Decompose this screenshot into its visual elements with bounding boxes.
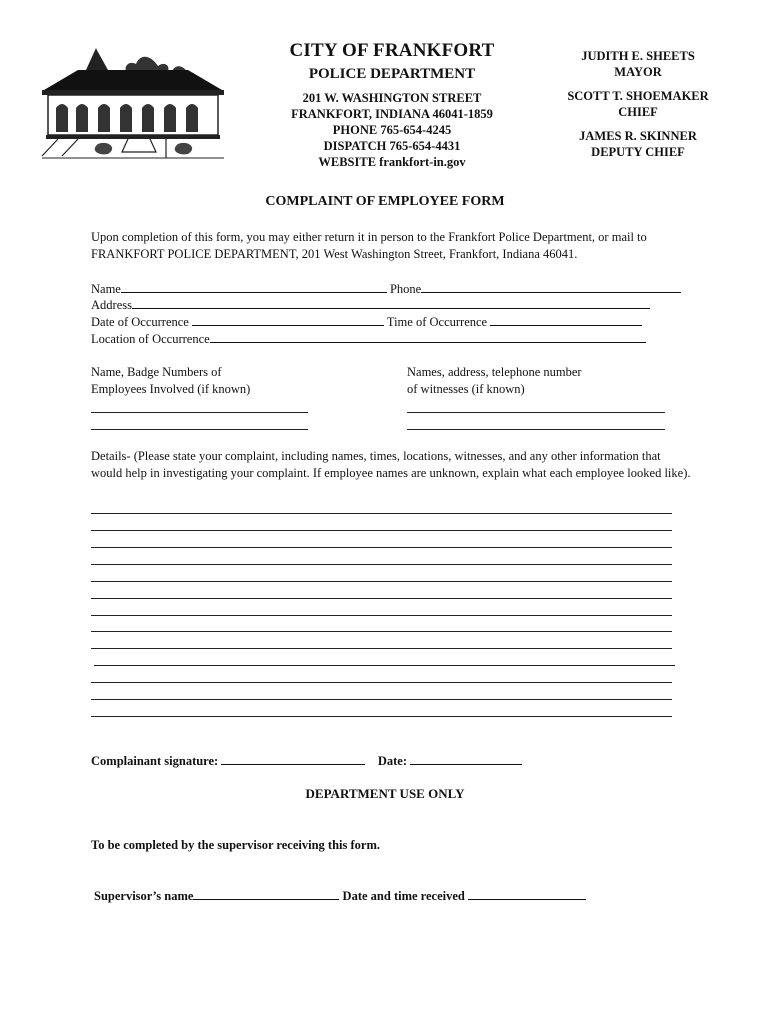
witnesses-label-line-1: Names, address, telephone number <box>407 365 582 379</box>
details-instructions: Details- (Please state your complaint, including names, times, locations, witnesses, and any other information that would help in investigating your complaint. If employee names are unknown, explain what each employee looked like). <box>91 449 691 480</box>
official-chief <box>548 88 728 120</box>
details-line[interactable] <box>91 598 672 599</box>
address-field[interactable] <box>132 296 650 309</box>
date-time-received-field[interactable] <box>468 887 586 900</box>
form-title: COMPLAINT OF EMPLOYEE FORM <box>265 194 505 209</box>
details-line[interactable] <box>91 699 672 700</box>
details-line[interactable] <box>91 716 672 717</box>
details-line[interactable] <box>91 564 672 565</box>
details-line[interactable] <box>94 665 675 666</box>
officials-list <box>548 48 728 168</box>
signature-label: Complainant signature: <box>91 754 219 768</box>
employees-label-line-2: Employees Involved (if known) <box>91 382 251 396</box>
dispatch-number: DISPATCH 765-654-4431 <box>323 139 461 153</box>
date-time-row <box>91 313 642 331</box>
name-label: Name <box>91 282 121 296</box>
name-field[interactable] <box>121 280 387 293</box>
employees-label <box>91 364 250 398</box>
official-title: MAYOR <box>614 65 662 79</box>
phone-number: PHONE 765-654-4245 <box>332 123 452 137</box>
city-hall-logo <box>38 44 228 162</box>
witnesses-field-line[interactable] <box>407 412 665 413</box>
address-row <box>91 296 650 314</box>
time-occurrence-field[interactable] <box>490 313 642 326</box>
location-field[interactable] <box>210 330 646 343</box>
location-label: Location of Occurrence <box>91 332 210 346</box>
date-occurrence-label: Date of Occurrence <box>91 315 189 329</box>
supervisor-name-label: Supervisor’s name <box>94 889 194 903</box>
employees-field-line[interactable] <box>91 429 308 430</box>
employees-label-line-1: Name, Badge Numbers of <box>91 365 222 379</box>
witnesses-label-line-2: of witnesses (if known) <box>407 382 525 396</box>
form-instructions: Upon completion of this form, you may either return it in person to the Frankfort Police Department, or mail to FRANKFORT POLICE DEPARTMENT, 201 West Washington Street, Frankfort, Indiana 46041. <box>91 230 647 261</box>
official-name: JUDITH E. SHEETS <box>581 49 695 63</box>
details-line[interactable] <box>91 682 672 683</box>
website: WEBSITE frankfort-in.gov <box>318 155 466 169</box>
supervisor-note: To be completed by the supervisor receiving this form. <box>91 838 380 852</box>
official-name: SCOTT T. SHOEMAKER <box>567 89 709 103</box>
details-line[interactable] <box>91 530 672 531</box>
city-hall-building-icon <box>38 44 228 162</box>
official-title: DEPUTY CHIEF <box>591 145 685 159</box>
details-line[interactable] <box>91 547 672 548</box>
details-line[interactable] <box>91 581 672 582</box>
official-deputy-chief <box>548 128 728 160</box>
details-line[interactable] <box>91 615 672 616</box>
city-state-zip: FRANKFORT, INDIANA 46041-1859 <box>291 107 493 121</box>
witnesses-field-line[interactable] <box>407 429 665 430</box>
date-time-received-label: Date and time received <box>342 889 465 903</box>
street-address: 201 W. WASHINGTON STREET <box>302 91 482 105</box>
official-name: JAMES R. SKINNER <box>579 129 697 143</box>
department-use-heading: DEPARTMENT USE ONLY <box>305 786 465 801</box>
department-contact <box>258 90 526 170</box>
address-label: Address <box>91 298 132 312</box>
department-header <box>258 40 526 170</box>
department-name: POLICE DEPARTMENT <box>308 66 476 82</box>
location-row <box>91 330 646 348</box>
employees-field-line[interactable] <box>91 412 308 413</box>
details-line[interactable] <box>91 631 672 632</box>
supervisor-row <box>94 887 586 905</box>
signature-row <box>91 752 522 770</box>
official-mayor <box>548 48 728 80</box>
signature-field[interactable] <box>221 752 365 765</box>
date-occurrence-field[interactable] <box>192 313 384 326</box>
city-name: CITY OF FRANKFORT <box>289 40 495 61</box>
details-line[interactable] <box>91 648 672 649</box>
witnesses-label <box>407 364 582 398</box>
signature-date-field[interactable] <box>410 752 522 765</box>
signature-date-label: Date: <box>377 754 407 768</box>
time-occurrence-label: Time of Occurrence <box>386 315 488 329</box>
supervisor-name-field[interactable] <box>193 887 339 900</box>
phone-label: Phone <box>389 282 422 296</box>
phone-field[interactable] <box>421 280 681 293</box>
details-line[interactable] <box>91 513 672 514</box>
official-title: CHIEF <box>618 105 658 119</box>
